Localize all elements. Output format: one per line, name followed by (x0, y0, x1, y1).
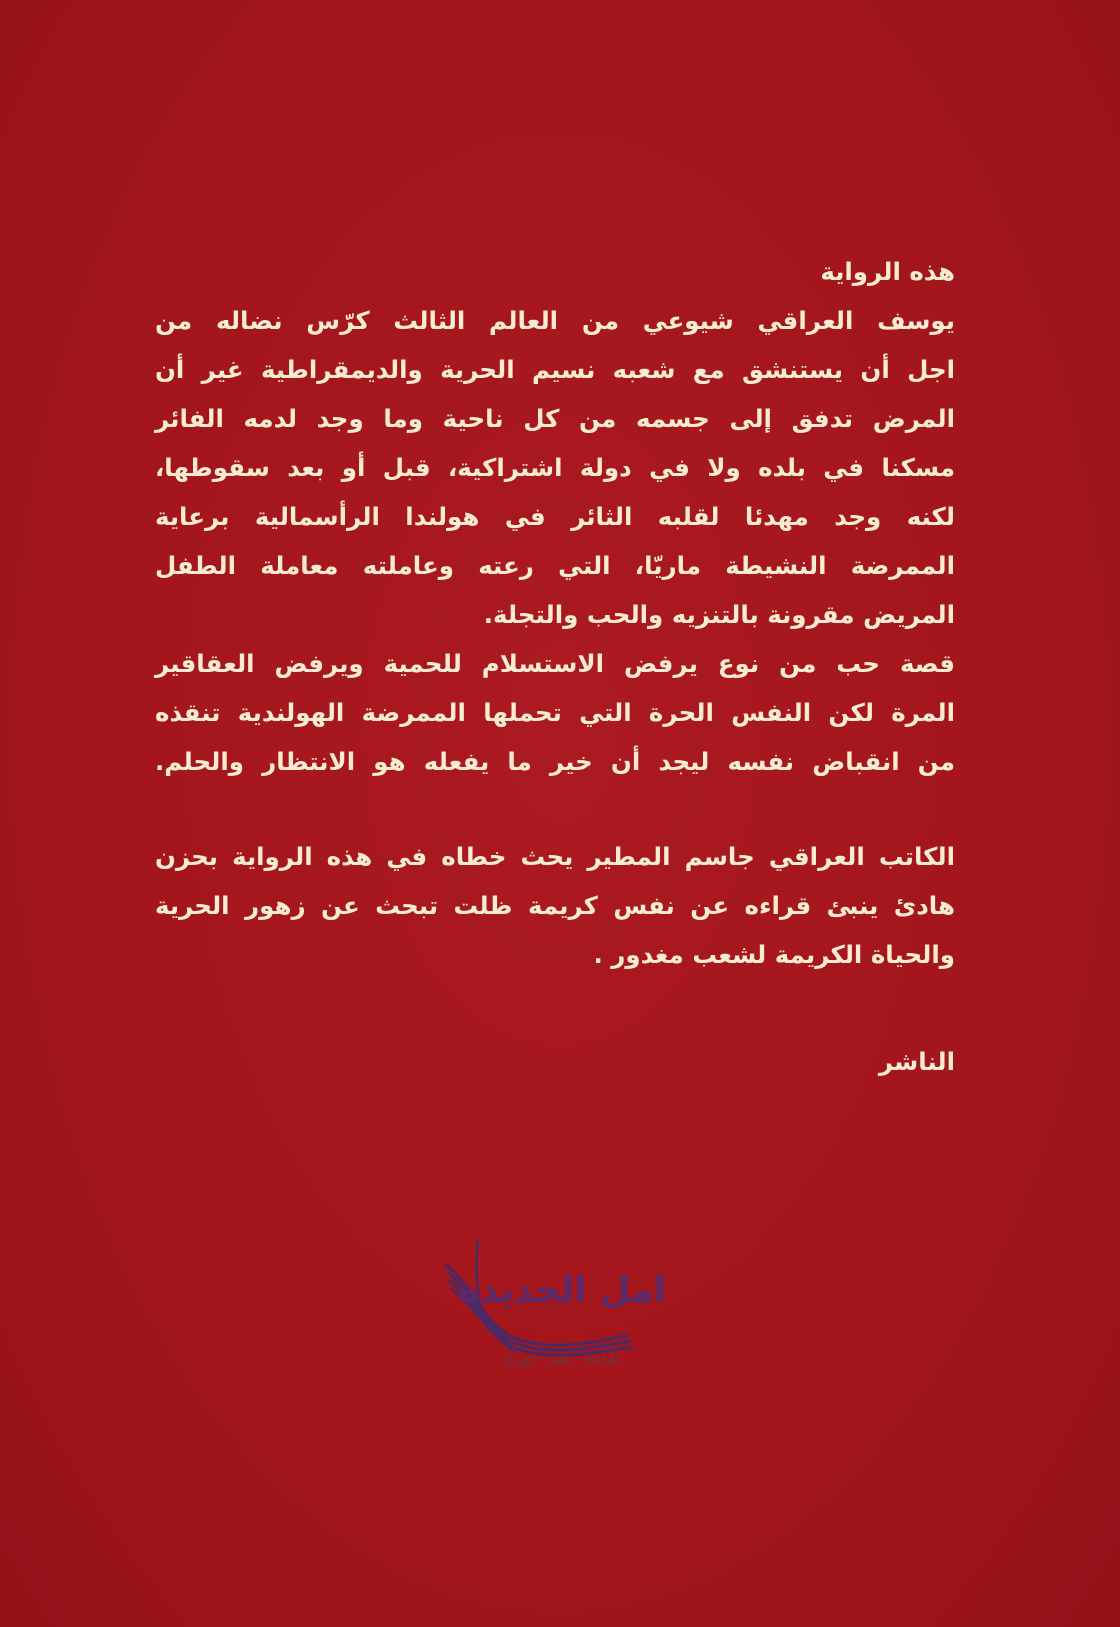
paragraph-spacer (155, 979, 955, 1025)
blurb-line: والحياة الكريمة لشعب مغدور . (593, 940, 955, 969)
blurb-line: هادئ ينبئ قراءه عن نفس كريمة ظلت تبحث عن زهور الحرية (155, 891, 955, 920)
blurb-line: المريض مقرونة بالتنزيه والحب والتجلة. (483, 600, 955, 629)
blurb-line: المرة لكن النفس الحرة التي تحملها الممرضة الهولندية تنقذه (155, 698, 955, 727)
blurb-line: اجل أن يستنشق مع شعبه نسيم الحرية والديمقراطية غير أن (155, 355, 955, 384)
blurb-line: مسكنا في بلده ولا في دولة اشتراكية، قبل أو بعد سقوطها، (155, 453, 955, 482)
blurb-line: قصة حب من نوع يرفض الاستسلام للحمية ويرفض العقاقير (155, 649, 955, 678)
publisher-logo (438, 1235, 688, 1395)
publisher-tagline: طباعة - نشر - توزيع (504, 1351, 622, 1367)
paragraph-spacer (155, 786, 955, 832)
blurb-line: من انقباض نفسه ليجد أن خير ما يفعله هو الانتظار والحلم. (155, 747, 955, 776)
blurb-line: الممرضة النشيطة ماريّا، التي رعته وعاملته معاملة الطفل (155, 551, 955, 580)
back-cover-blurb (155, 247, 955, 1086)
blurb-heading: هذه الرواية (820, 257, 955, 286)
blurb-line: الكاتب العراقي جاسم المطير يحث خطاه في هذه الرواية بحزن (155, 842, 955, 871)
publisher-signature: الناشر (878, 1047, 955, 1076)
swoosh-icon (438, 1235, 688, 1395)
blurb-line: يوسف العراقي شيوعي من العالم الثالث كرّس نضاله من (155, 306, 955, 335)
publisher-name: امل الجديدة (458, 1270, 666, 1311)
blurb-line: لكنه وجد مهدئا لقلبه الثائر في هولندا الرأسمالية برعاية (155, 502, 955, 531)
blurb-line: المرض تدفق إلى جسمه من كل ناحية وما وجد لدمه الفائر (155, 404, 955, 433)
